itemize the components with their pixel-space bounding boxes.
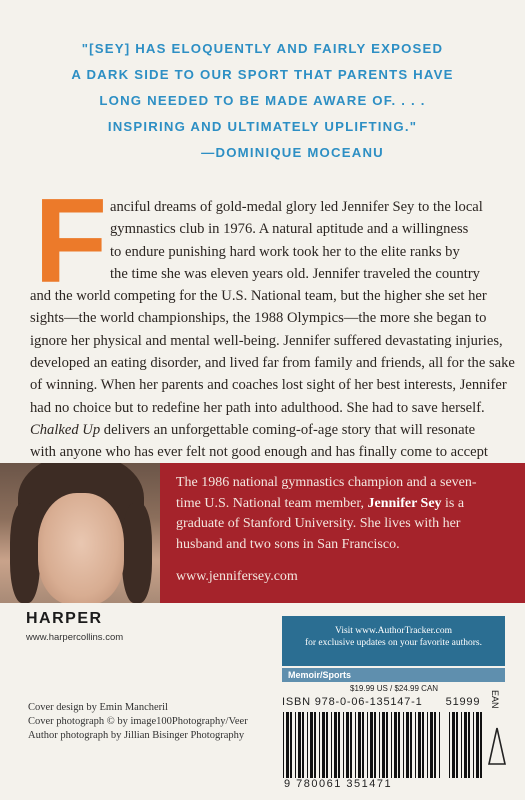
- barcode-addon: [448, 712, 484, 778]
- drop-cap: F: [34, 174, 108, 308]
- author-photo-hair-left: [10, 503, 40, 603]
- barcode-bar: [350, 712, 352, 778]
- barcode-bar: [314, 712, 316, 778]
- bio-line: The 1986 national gymnastics champion and a seven-: [176, 475, 477, 490]
- description-line: anciful dreams of gold-medal glory led Jennifer Sey to the local: [110, 199, 483, 215]
- price-code: 51999: [445, 696, 481, 708]
- author-photo-hair-right: [122, 503, 152, 603]
- author-photo-face: [38, 493, 124, 603]
- publisher-url[interactable]: www.harpercollins.com: [26, 632, 124, 643]
- barcode-bar: [346, 712, 349, 778]
- description-line: gymnastics club in 1976. A natural aptitude and a willingness: [110, 221, 469, 238]
- barcode-bar: [290, 712, 292, 778]
- barcode-bar: [422, 712, 424, 778]
- description-closing: [30, 419, 500, 441]
- bio-line-part: is a: [441, 495, 465, 511]
- barcode-bar: [391, 712, 392, 778]
- barcode-bar: [283, 712, 284, 778]
- barcode-bar: [322, 712, 325, 778]
- barcode-bar: [370, 712, 373, 778]
- barcode-bar: [374, 712, 376, 778]
- quote-line: INSPIRING AND ULTIMATELY UPLIFTING.": [107, 119, 418, 134]
- description-line: to endure punishing hard work took her to the elite ranks by: [110, 243, 460, 260]
- author-name: Jennifer Sey: [367, 495, 442, 511]
- barcode-bar: [338, 712, 340, 778]
- barcode-bar: [476, 712, 479, 778]
- barcode-bar: [430, 712, 433, 778]
- barcode-bar: [394, 712, 397, 778]
- barcode-bar: [386, 712, 388, 778]
- isbn-number: ISBN 978-0-06-135147-1: [282, 696, 423, 708]
- barcode-bar: [367, 712, 368, 778]
- quote-line: A DARK SIDE TO OUR SPORT THAT PARENTS HAVE: [71, 67, 454, 82]
- barcode-number: 9 780061 351471: [284, 778, 393, 790]
- bio-line: husband and two sons in San Francisco.: [176, 536, 400, 552]
- barcode-bar: [449, 712, 450, 778]
- barcode-bar: [410, 712, 412, 778]
- book-description: [30, 174, 515, 486]
- barcode-bar: [406, 712, 409, 778]
- barcode-bar: [331, 712, 332, 778]
- barcode-bar: [452, 712, 455, 778]
- credit-line: Cover photograph © by image100Photography/Veer: [28, 716, 248, 727]
- quote-attribution: —DOMINIQUE MOCEANU: [201, 145, 384, 160]
- barcode: [282, 712, 442, 778]
- barcode-bar: [427, 712, 428, 778]
- description-line: ignore her physical and mental well-being. Jennifer suffered devastating injuries,: [30, 332, 503, 349]
- barcode-bar: [480, 712, 482, 778]
- description-line: with anyone who has ever felt not good enough and has finally come to accept: [30, 444, 488, 461]
- barcode-bar: [418, 712, 421, 778]
- barcode-bar: [403, 712, 404, 778]
- barcode-bar: [355, 712, 356, 778]
- barcode-bar: [298, 712, 301, 778]
- barcode-bar: [456, 712, 458, 778]
- barcode-bar: [343, 712, 344, 778]
- barcode-bar: [398, 712, 400, 778]
- barcode-bar: [382, 712, 385, 778]
- barcode-bar: [362, 712, 364, 778]
- bio-line: graduate of Stanford University. She lives with her: [176, 516, 461, 531]
- pull-quote: [20, 36, 505, 166]
- credit-line: Cover design by Emin Mancheril: [28, 702, 168, 713]
- ean-label: EAN: [490, 690, 500, 709]
- author-bio: [176, 473, 510, 588]
- barcode-bar: [358, 712, 361, 778]
- barcode-bar: [310, 712, 313, 778]
- description-line: of winning. When her parents and coaches lost sight of her best interests, Jennifer: [30, 377, 507, 394]
- description-line: sights—the world championships, the 1988 Olympics—the more she began to: [30, 310, 487, 327]
- category-label: Memoir/Sports: [282, 668, 505, 682]
- barcode-bar: [468, 712, 470, 778]
- quote-line: "[SEY] HAS ELOQUENTLY AND FAIRLY EXPOSED: [81, 41, 444, 56]
- bio-line-part: time U.S. National team member,: [176, 495, 368, 511]
- description-closing-text: delivers an unforgettable coming-of-age story that will resonate: [100, 421, 476, 438]
- barcode-bar: [319, 712, 320, 778]
- description-line: the time she was eleven years old. Jennifer traveled the country: [110, 265, 480, 282]
- author-section: [0, 463, 525, 603]
- recycle-triangle-icon: [487, 724, 507, 768]
- price-label: $19.99 US / $24.99 CAN: [350, 684, 439, 693]
- author-website-link[interactable]: www.jennifersey.com: [176, 569, 298, 584]
- barcode-bar: [464, 712, 467, 778]
- description-line: had no choice but to redefine her path into adulthood. She had to save herself.: [30, 399, 485, 416]
- description-line: and the world competing for the U.S. National team, but the higher she set her: [30, 288, 487, 305]
- book-title: Chalked Up: [30, 421, 101, 438]
- barcode-bar: [434, 712, 436, 778]
- barcode-bar: [286, 712, 289, 778]
- tracker-line: for exclusive updates on your favorite authors.: [304, 638, 483, 648]
- barcode-bar: [439, 712, 440, 778]
- barcode-bar: [415, 712, 416, 778]
- barcode-bar: [473, 712, 474, 778]
- bio-line: [176, 494, 510, 515]
- quote-line: LONG NEEDED TO BE MADE AWARE OF. . . .: [99, 93, 426, 108]
- barcode-bar: [295, 712, 296, 778]
- isbn-label: [282, 696, 480, 708]
- barcode-bar: [334, 712, 337, 778]
- publisher-logo: HARPER: [26, 610, 103, 627]
- description-line: developed an eating disorder, and lived far from family and friends, all for the sake: [30, 355, 515, 372]
- cover-credits: [28, 701, 248, 743]
- tracker-line: Visit www.AuthorTracker.com: [335, 626, 452, 636]
- author-photo: [0, 463, 160, 603]
- barcode-bar: [461, 712, 462, 778]
- barcode-bar: [302, 712, 304, 778]
- barcode-bar: [379, 712, 380, 778]
- barcode-bar: [326, 712, 328, 778]
- barcode-bar: [307, 712, 308, 778]
- credit-line: Author photograph by Jillian Bisinger Photography: [28, 730, 245, 741]
- author-tracker-box: [282, 616, 505, 666]
